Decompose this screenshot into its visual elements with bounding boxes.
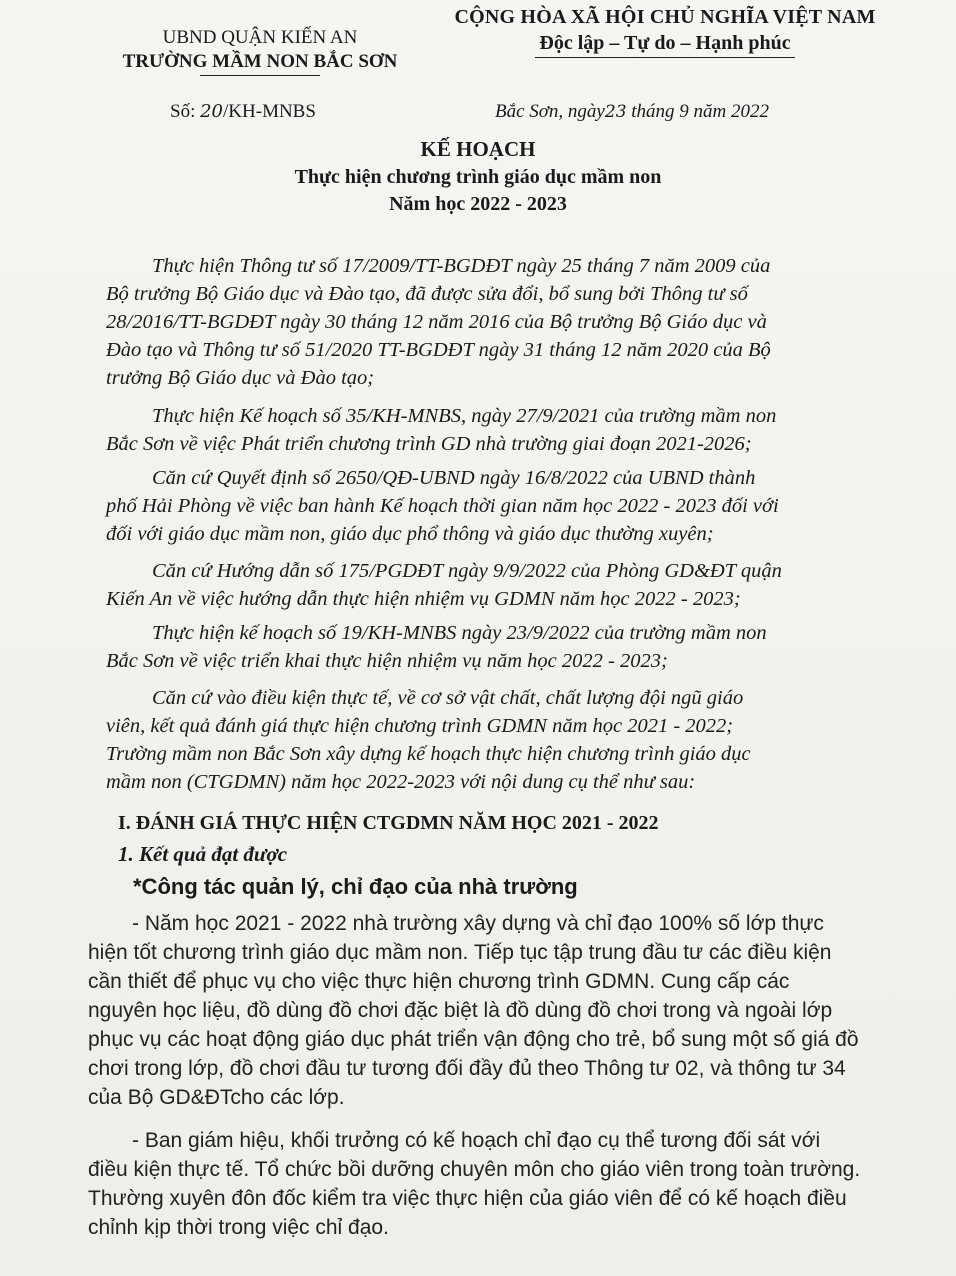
- text-line: Thực hiện Thông tư số 17/2009/TT-BGDĐT ngày 25 tháng 7 năm 2009 của: [152, 255, 771, 277]
- text-line: viên, kết quả đánh giá thực hiện chương trình GDMN năm học 2021 - 2022;: [106, 715, 734, 737]
- preamble-paragraph: [106, 252, 896, 392]
- preamble-paragraph: [106, 464, 896, 548]
- text-line: Thực hiện kế hoạch số 19/KH-MNBS ngày 23/9/2022 của trường mầm non: [152, 622, 767, 644]
- text-line: Thường xuyên đôn đốc kiểm tra việc thực hiện của giáo viên để có kế hoạch điều: [88, 1187, 847, 1210]
- text-line: Bộ trưởng Bộ Giáo dục và Đào tạo, đã được sửa đổi, bổ sung bởi Thông tư số: [106, 283, 748, 305]
- text-line: phố Hải Phòng về việc ban hành Kế hoạch thời gian năm học 2022 - 2023 đối với: [106, 495, 779, 517]
- text-line: cần thiết để phục vụ cho việc thực hiện chương trình GDMN. Cung cấp các: [88, 970, 790, 993]
- text-line: nguyên học liệu, đồ dùng đồ chơi đặc biệt là đồ dùng đồ chơi trong và ngoài lớp: [88, 999, 833, 1022]
- motto-underline: [535, 57, 795, 58]
- text-line: của Bộ GD&ĐTcho các lớp.: [88, 1086, 345, 1109]
- preamble-paragraph: [106, 402, 896, 458]
- date-day-handwritten: 23: [604, 102, 627, 122]
- text-line: Trường mầm non Bắc Sơn xây dựng kế hoạch thực hiện chương trình giáo dục: [106, 743, 751, 765]
- text-line: trưởng Bộ Giáo dục và Đào tạo;: [106, 367, 375, 389]
- date-prefix: Bắc Sơn, ngày: [495, 101, 605, 122]
- text-line: chỉnh kịp thời trong việc chỉ đạo.: [88, 1216, 389, 1239]
- national-motto-block: [430, 4, 900, 58]
- text-line: Căn cứ Quyết định số 2650/QĐ-UBND ngày 16/8/2022 của UBND thành: [152, 467, 756, 489]
- document-subtitle: Thực hiện chương trình giáo dục mầm non: [294, 166, 662, 188]
- subsection-heading: 1. Kết quả đạt được: [118, 842, 288, 866]
- text-line: mầm non (CTGDMN) năm học 2022-2023 với nội dung cụ thể như sau:: [106, 771, 696, 793]
- text-line: - Năm học 2021 - 2022 nhà trường xây dựng và chỉ đạo 100% số lớp thực: [132, 912, 824, 935]
- national-title: CỘNG HÒA XÃ HỘI CHỦ NGHĨA VIỆT NAM: [454, 6, 876, 28]
- national-motto: Độc lập – Tự do – Hạnh phúc: [539, 32, 791, 54]
- text-line: đối với giáo dục mầm non, giáo dục phổ thông và giáo dục thường xuyên;: [106, 523, 714, 545]
- text-line: phục vụ các hoạt động giáo dục phát triển vận động cho trẻ, bổ sung một số giá đồ: [88, 1028, 859, 1051]
- body-paragraph: [84, 909, 904, 1112]
- document-number: [170, 101, 316, 123]
- issuer-underline: [200, 75, 320, 76]
- text-line: Đào tạo và Thông tư số 51/2020 TT-BGDĐT ngày 31 tháng 12 năm 2020 của Bộ: [106, 339, 771, 361]
- doc-number-suffix: /KH-MNBS: [223, 101, 316, 122]
- text-line: điều kiện thực tế. Tổ chức bồi dưỡng chuyên môn cho giáo viên trong toàn trường.: [88, 1158, 861, 1181]
- subsection-topic: *Công tác quản lý, chỉ đạo của nhà trường: [133, 874, 578, 899]
- preamble-paragraph: [106, 619, 896, 675]
- text-line: chơi trong lớp, đồ chơi đầu tư tương đối đầy đủ theo Thông tư 02, và thông tư 34: [88, 1057, 846, 1080]
- doc-number-handwritten: 20: [200, 101, 224, 122]
- issuer-authority: UBND QUẬN KIẾN AN: [162, 27, 358, 48]
- document-title: KẾ HOẠCH: [420, 137, 536, 161]
- body-paragraph: [84, 1126, 904, 1242]
- section-heading: I. ĐÁNH GIÁ THỰC HIỆN CTGDMN NĂM HỌC 2021 - 2022: [118, 812, 659, 834]
- preamble-paragraph: [106, 684, 896, 796]
- preamble-paragraph: [106, 557, 896, 613]
- issuer-block: [110, 26, 410, 76]
- text-line: 28/2016/TT-BGDĐT ngày 30 tháng 12 năm 2016 của Bộ trưởng Bộ Giáo dục và: [106, 311, 767, 333]
- doc-number-prefix: Số:: [170, 101, 201, 122]
- text-line: Bắc Sơn về việc Phát triển chương trình GD nhà trường giai đoạn 2021-2026;: [106, 433, 752, 455]
- text-line: Căn cứ vào điều kiện thực tế, về cơ sở vật chất, chất lượng đội ngũ giáo: [152, 687, 744, 709]
- text-line: Bắc Sơn về việc triển khai thực hiện nhiệm vụ năm học 2022 - 2023;: [106, 650, 668, 672]
- text-line: Căn cứ Hướng dẫn số 175/PGDĐT ngày 9/9/2022 của Phòng GD&ĐT quận: [152, 560, 782, 582]
- text-line: - Ban giám hiệu, khối trưởng có kế hoạch chỉ đạo cụ thể tương đối sát với: [132, 1129, 821, 1152]
- text-line: hiện tốt chương trình giáo dục mầm non. Tiếp tục tập trung đầu tư các điều kiện: [88, 941, 832, 964]
- issuer-school: TRƯỜNG MẦM NON BẮC SƠN: [122, 51, 398, 72]
- school-year: Năm học 2022 - 2023: [389, 193, 567, 215]
- text-line: Thực hiện Kế hoạch số 35/KH-MNBS, ngày 27/9/2021 của trường mầm non: [152, 405, 777, 427]
- text-line: Kiến An về việc hướng dẫn thực hiện nhiệm vụ GDMN năm học 2022 - 2023;: [106, 588, 741, 610]
- issue-date: [495, 101, 769, 123]
- date-suffix: tháng 9 năm 2022: [626, 101, 770, 122]
